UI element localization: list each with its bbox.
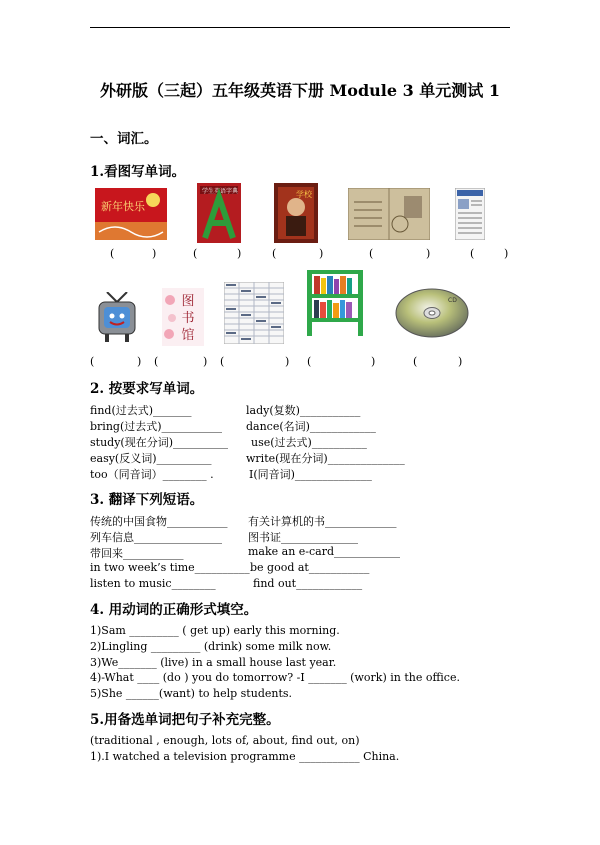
answer-blank-9-close: ) [371,355,376,368]
answer-blank-3-close: ) [319,247,324,260]
q3-right-item: make an e-card____________ [248,545,401,558]
answer-blank-3-open: ( [272,247,277,260]
cd-label: CD [448,297,457,304]
train-timetable-picture [224,282,284,344]
q2-right-item: use(过去式)__________ [251,436,367,449]
tv-picture [97,292,137,344]
section-heading: 一、词汇。 [90,131,158,147]
cd-picture [394,286,472,338]
q3-right-item: 图书证______________ [248,531,358,544]
answer-blank-5-close: ) [504,247,509,260]
q2-left-item: study(现在分词)__________ [90,436,228,449]
answer-blank-6-close: ) [137,355,142,368]
q3-left-item: listen to music________ [90,577,216,590]
q2-right-item: lady(复数)___________ [246,404,361,417]
new-year-card-picture [95,188,167,240]
dictionary-picture [197,183,241,243]
q2-left-item: find(过去式)_______ [90,404,192,417]
card-text: 新年快乐 [101,200,145,213]
svg-text:书: 书 [181,311,195,326]
svg-text:馆: 馆 [181,328,195,343]
bookshelf-picture [305,268,365,338]
q1-heading: 1.看图写单词。 [90,164,186,180]
q3-right-item: be good at___________ [250,561,370,574]
answer-blank-10-open: ( [413,355,418,368]
book-text: 学校 [296,190,312,199]
q3-heading: 3. 翻译下列短语。 [90,492,204,508]
q2-right-item: I(同音词)______________ [249,468,372,481]
answer-blank-2-close: ) [237,247,242,260]
answer-blank-8-open: ( [220,355,225,368]
q4-item: 1)Sam _________ ( get up) early this morning. [90,624,340,637]
q2-left-item: bring(过去式)___________ [90,420,223,433]
q4-item: 4)-What ____ (do ) you do tomorrow? -I _______ (work) in the office. [90,671,460,684]
q2-left-item: easy(反义词)__________ [90,452,212,465]
q3-left-item: 带回来___________ [90,547,184,560]
answer-blank-6-open: ( [90,355,95,368]
q5-heading: 5.用备选单词把句子补充完整。 [90,712,280,728]
answer-blank-1-open: ( [110,247,115,260]
answer-blank-8-close: ) [285,355,290,368]
q2-right-item: write(现在分词)______________ [246,452,405,465]
answer-blank-5-open: ( [470,247,475,260]
page-title: 外研版（三起）五年级英语下册 Module 3 单元测试 1 [99,81,500,100]
q5-word-options: (traditional , enough, lots of, about, find out, on) [90,734,360,747]
answer-blank-2-open: ( [193,247,198,260]
answer-blank-1-close: ) [152,247,157,260]
q3-left-item: in two week’s time__________ [90,561,250,574]
q4-item: 3)We_______ (live) in a small house last year. [90,656,337,669]
q5-item: 1).I watched a television programme ___________ China. [90,750,400,763]
answer-blank-4-close: ) [426,247,431,260]
answer-blank-7-open: ( [154,355,159,368]
svg-text:图: 图 [181,294,195,309]
q2-heading: 2. 按要求写单词。 [90,381,204,397]
answer-blank-9-open: ( [307,355,312,368]
q4-item: 2)Lingling _________ (drink) some milk now. [90,640,332,653]
top-rule [90,27,510,28]
q4-heading: 4. 用动词的正确形式填空。 [90,602,258,618]
school-book-picture [274,183,318,243]
q2-left-item: too（同音词）________ . [90,468,214,481]
q3-right-item: find out____________ [253,577,363,590]
library-card-picture [348,188,430,240]
answer-blank-4-open: ( [369,247,374,260]
q3-left-item: 列车信息________________ [90,531,222,544]
answer-blank-10-close: ) [458,355,463,368]
newspaper-picture [455,188,485,240]
q4-item: 5)She ______(want) to help students. [90,687,293,700]
dictionary-text: 学生英语字典 [202,188,239,195]
q3-left-item: 传统的中国食物___________ [90,515,228,528]
answer-blank-7-close: ) [203,355,208,368]
library-sign-picture [162,288,204,346]
q3-right-item: 有关计算机的书_____________ [248,515,397,528]
q2-right-item: dance(名词)____________ [246,420,376,433]
